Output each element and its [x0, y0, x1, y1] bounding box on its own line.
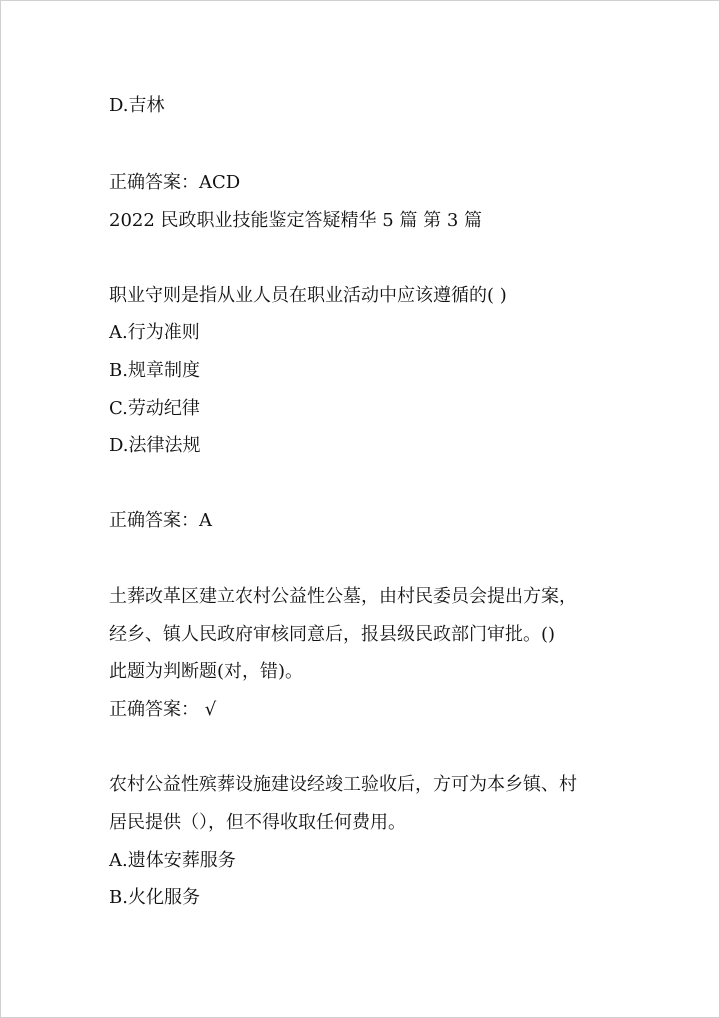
answer-line-3: 正确答案： √ [109, 699, 217, 720]
question-1-text: 职业守则是指从业人员在职业活动中应该遵循的( ) [109, 285, 507, 306]
question-1-option-b: B.规章制度 [109, 360, 200, 381]
question-3-option-a: A.遗体安葬服务 [109, 850, 236, 871]
question-3-text-line-2: 居民提供（），但不得收取任何费用。 [109, 812, 406, 833]
answer-line-1: 正确答案：ACD [109, 172, 241, 193]
question-2-text-line-1: 土葬改革区建立农村公益性公墓，由村民委员会提出方案， [109, 586, 577, 607]
question-3-option-b: B.火化服务 [109, 887, 200, 908]
answer-line-2: 正确答案：A [109, 510, 212, 531]
option-d-jilin: D.吉林 [109, 95, 165, 116]
question-2-type: 此题为判断题(对，错)。 [109, 661, 304, 682]
question-1-option-a: A.行为准则 [109, 322, 200, 343]
question-2-text-line-2: 经乡、镇人民政府审核同意后，报县级民政部门审批。() [109, 624, 556, 645]
section-heading: 2022 民政职业技能鉴定答疑精华 5 篇 第 3 篇 [109, 210, 483, 231]
question-1-option-c: C.劳动纪律 [109, 398, 200, 419]
question-3-text-line-1: 农村公益性殡葬设施建设经竣工验收后，方可为本乡镇、村 [109, 774, 577, 795]
question-1-option-d: D.法律法规 [109, 435, 201, 456]
